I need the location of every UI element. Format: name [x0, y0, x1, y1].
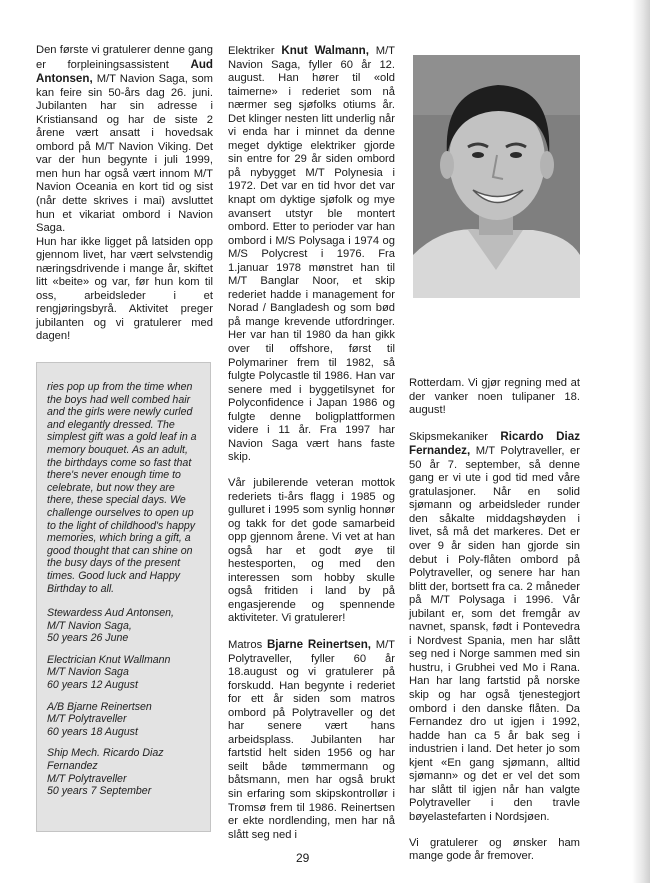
ricardo-intro: Skipsmekaniker — [409, 430, 488, 443]
knut-text: M/T Navion Saga, fyller 60 år 12. august. Han hører til «old taimerne» i rederiet som nå nærmer seg sjøfolks otiums år. Det klinger nesten litt underlig når vi enda har i minnet da denne meget dyktige elektriker gjorde sin entre for 29 år siden ombord på nybygget M/T Polynesia i 1972. Det var en tid hvor det var knapt om dyktige sjøfolk og mye avansert utstyr ble montert ombord. Etter to perioder var han ombord i M/S Polysaga i 1974 og M/S Polycrest i 1976. Fra 1.januar 1978 mønstret han til M/T Banglar Noor, et skip rederiet hadde i management for Norad / Bangladesh og som bød på mange krevende utfordringer. Her var han til 1980 da han gikk over til offshore, først til Polymariner frem til 1982, så fulgte Polycastle til 1986. Han var senere med i byggetilsynet for Polyconfidence i Japan 1986 og fulgte denne boligplattformen videre i 11 år. Fra 1997 har Navion Saga vært hans faste skip. — [228, 45, 396, 464]
knut-walmann-paragraph-2: Vår jubilerende veteran mottok rederiets ti-års flagg i 1985 og gulluret i 1995 som synlig honnør og takk for det gode samarbeid opp gjennom årene. Vi vet at han også har et godt øye til hestesporten, og med den interessen som hobby skulle også fritiden i land by på engasjerende og spennende aktiviteter. Vi gratulerer! — [228, 476, 395, 625]
english-entry-knut — [47, 654, 204, 692]
knut-name: Knut Walmann, — [281, 44, 369, 57]
left-column — [36, 44, 213, 344]
page-edge-shadow — [632, 0, 650, 883]
aud-antonsen-paragraph — [36, 44, 213, 236]
entry-ship: M/T Polytraveller — [47, 713, 127, 726]
page-number: 29 — [296, 851, 310, 865]
portrait-illustration — [413, 55, 580, 298]
closing-paragraph: Vi gratulerer og ønsker ham mange gode år fremover. — [409, 836, 580, 863]
bjarne-intro: Matros — [228, 638, 263, 651]
right-column — [409, 377, 580, 864]
ricardo-name: Ricardo Diaz Fernandez, — [409, 429, 580, 458]
entry-date: 50 years 7 September — [47, 785, 152, 798]
entry-date: 50 years 26 June — [47, 632, 129, 645]
bjarne-continuation: Rotterdam. Vi gjør regning med at der vanker noen tulipaner 18. august! — [409, 377, 580, 417]
middle-column — [228, 44, 395, 842]
entry-date: 60 years 18 August — [47, 725, 138, 738]
entry-date: 60 years 12 August — [47, 679, 138, 692]
aud-intro: Den første vi gratulerer denne gang er forpleiningsassistent — [36, 44, 213, 71]
entry-ship: M/T Polytraveller — [47, 772, 127, 785]
entry-title: Stewardess Aud Antonsen, — [47, 607, 175, 620]
aud-name: Aud Antonsen, — [36, 57, 214, 86]
bjarne-reinertsen-paragraph — [228, 638, 395, 842]
aud-text: M/T Navion Saga, som kan feire sin 50-års dag 26. juni. Jubilanten har sin adresse i Kristiansand og har de siste 2 årene vært ansatt i hovedsak ombord på M/T Navion Viking. Det var der hun begynte i juli 1999, men hun har også vært innom M/T Navion Oceania en kort tid og sist (når dette skrives i mai) avsluttet hun et vikariat ombord i Navion Saga. — [36, 73, 213, 235]
entry-ship: M/T Navion Saga — [47, 666, 129, 679]
ricardo-text: M/T Polytraveller, er 50 år 7. september, så denne gang er vi ute i god tid med våre gratulasjoner. Når en solid sjømann og arbeidsleder runder den såkalte middagshøyden i livet, så må det markeres. Det er over 9 år siden han gjorde sin debut i Poly-flåten ombord på Polytraveller, og senere har han blitt der, bortsett fra ca. 2 måneder på M/T Polysaga i 1996. Vår jubilant er, som det fremgår av navnet, spansk, født i Pontevedra i Nordvest Spania, men har slått seg ned i Norge sammen med sin hustru, i Grubhei ved Mo i Rana. Han har lang fartstid på norske skip og har også tjenestegjort ombord i den danske flåten. Da Fernandez dro ut igjen i 1992, hadde han ca 5 år bak seg i industrien i land. Det heter jo som kjent «En gang sjømann, alltid sjømann» og det er vel det som har slått til igjen når han valgte Polytraveller i den travle bøyelastefarten i Nordsjøen. — [409, 445, 580, 823]
portrait-photo — [413, 55, 580, 298]
english-entry-aud — [47, 607, 204, 645]
english-summary-box — [36, 362, 211, 832]
entry-title: Ship Mech. Ricardo Diaz — [47, 747, 164, 760]
aud-antonsen-paragraph-2: Hun har ikke ligget på latsiden opp gjennom livet, har vært selvstendig næringsdrivende i mange år, skiftet litt «beite» og var, før hun kom til oss, arbeidsleder i et rengjøringsbyrå. Aktivitet preger jubilanten og vi gratulerer med dagen! — [36, 235, 213, 343]
english-entry-ricardo — [47, 747, 204, 797]
bjarne-text: M/T Polytraveller, fyller 60 år 18.august og vi gratulerer på forskudd. Han begynte i rederiet for ett år siden som matros ombord på Polytraveller og det har senere vært hans arbeidsplass. Jubilanten har fartstid helt siden 1956 og har seilt både tømmermann og båtsmann, men har også brukt sin erfaring som skipskontrollør i Tromsø frem til 1986. Reinertsen er ekte nordlending, men har nå slått seg ned i — [228, 638, 396, 841]
entry-ship: M/T Navion Saga, — [47, 619, 132, 632]
bjarne-name: Bjarne Reinertsen, — [266, 637, 372, 651]
entry-title: A/B Bjarne Reinertsen — [47, 700, 152, 713]
english-entry-bjarne — [47, 701, 204, 739]
ricardo-diaz-paragraph — [409, 430, 580, 825]
entry-title-2: Fernandez — [47, 760, 98, 773]
entry-title: Electrician Knut Wallmann — [47, 653, 171, 666]
knut-intro: Elektriker — [228, 45, 275, 57]
english-greeting-text: ries pop up from the time when the boys had well combed hair and the girls were newly curled and elegantly dressed. The simplest gift was a gold leaf in a memory bouquet. As an adult, the birthdays come so fast that there's never enough time to celebrate, but now they are there, these special days. We challenge ourselves to open up to the light of childhood's happy memories, which bring a gift, a good thought that can shine on the busy days of the present times. Good luck and Happy Birthday to all. — [47, 381, 197, 595]
knut-walmann-paragraph — [228, 44, 395, 465]
